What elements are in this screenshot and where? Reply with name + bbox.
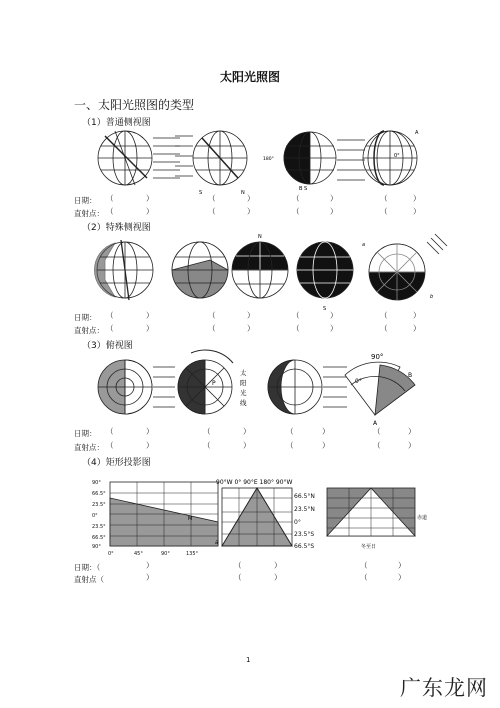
svg-text:（: （ (234, 561, 242, 570)
special-globe-5 (369, 234, 447, 300)
svg-text:）: ） (243, 441, 251, 450)
svg-text:66.5°N: 66.5°N (294, 493, 315, 500)
svg-text:）: ） (146, 194, 154, 203)
svg-text:90°: 90° (161, 551, 170, 557)
svg-text:）: ） (330, 207, 338, 216)
svg-text:（: （ (292, 207, 300, 216)
svg-text:）: ） (330, 194, 338, 203)
svg-text:23.5°: 23.5° (92, 524, 106, 530)
rect-projection-2 (214, 478, 329, 553)
subheading-rectangular-projection: （4）矩形投影图 (82, 458, 151, 468)
svg-text:（: （ (380, 324, 388, 333)
svg-text:（: （ (286, 427, 294, 436)
top-view-label-p: P (212, 380, 216, 387)
svg-text:（: （ (106, 441, 114, 450)
svg-text:）: ） (146, 561, 154, 570)
fan-label-0: 0° (355, 378, 362, 385)
date-label-row3: 日期： (74, 429, 97, 438)
svg-text:a: a (215, 539, 219, 546)
svg-text:（: （ (292, 194, 300, 203)
top-view-figures (95, 345, 435, 425)
polar-view-1 (98, 360, 175, 414)
top-view-text-2: 阳 (240, 379, 247, 387)
svg-text:45°: 45° (134, 551, 143, 557)
svg-text:）: ） (247, 324, 255, 333)
page-number: 1 (246, 656, 251, 664)
watermark-logo: 广东龙网 (400, 676, 488, 700)
special-globe-5-label-a: a (362, 242, 366, 248)
svg-text:（: （ (208, 324, 216, 333)
svg-text:（: （ (208, 194, 216, 203)
special-globe-4 (297, 242, 353, 298)
svg-text:（: （ (360, 561, 368, 570)
top-view-text-3: 光 (240, 389, 247, 397)
globe-figure-4 (363, 131, 417, 185)
svg-text:（: （ (360, 573, 368, 582)
svg-text:23.5°S: 23.5°S (294, 531, 315, 538)
svg-text:0°: 0° (92, 513, 98, 519)
globe-4-label-0: 0° (394, 153, 400, 159)
svg-text:（: （ (234, 573, 242, 582)
date-label-row2: 日期： (74, 313, 97, 322)
svg-text:）: ） (330, 311, 338, 320)
globe-3-label-180: 180° (263, 157, 274, 162)
subheading-normal-side-view: （1）普通侧视图 (82, 118, 151, 128)
svg-text:赤道: 赤道 (417, 515, 428, 521)
svg-text:66.5°: 66.5° (92, 535, 106, 541)
blank-parens-row4 (0, 560, 500, 590)
svg-text:）: ） (322, 441, 330, 450)
normal-side-view-figures (95, 124, 435, 194)
svg-text:）: ） (330, 324, 338, 333)
svg-text:135°: 135° (186, 551, 199, 557)
svg-text:）: ） (413, 207, 421, 216)
blank-parens-row3 (0, 426, 500, 456)
svg-text:（: （ (380, 194, 388, 203)
blank-parens-row1 (0, 193, 500, 223)
svg-text:）: ） (247, 194, 255, 203)
svg-text:66.5°: 66.5° (92, 491, 106, 497)
svg-text:90°W 0° 90°E 180° 90°W: 90°W 0° 90°E 180° 90°W (216, 479, 293, 486)
svg-text:）: ） (243, 427, 251, 436)
date-label-row1: 日期： (74, 196, 97, 205)
svg-text:）: ） (274, 573, 282, 582)
svg-text:）: ） (413, 324, 421, 333)
point-label-row3: 直射点： (74, 443, 104, 452)
special-globe-2 (172, 242, 228, 298)
blank-parens-row2 (0, 310, 500, 340)
special-globe-3-label-n: N (258, 234, 262, 240)
svg-text:（: （ (106, 311, 114, 320)
point-label-row2: 直射点： (74, 326, 104, 335)
fan-label-90: 90° (371, 353, 384, 361)
globe-figure-1 (98, 131, 180, 185)
svg-text:（: （ (380, 207, 388, 216)
svg-text:）: ） (146, 441, 154, 450)
globe-3-label-bs: B S (299, 186, 308, 192)
date-label-row4: 日期：（ (74, 563, 101, 572)
svg-text:（: （ (203, 427, 211, 436)
subheading-top-view: （3）俯视图 (82, 341, 133, 351)
svg-text:）: ） (322, 427, 330, 436)
svg-text:）: ） (408, 427, 416, 436)
svg-text:）: ） (408, 441, 416, 450)
section-heading: 一、太阳光照图的类型 (74, 98, 195, 112)
svg-text:（: （ (373, 427, 381, 436)
polar-view-3 (268, 360, 347, 414)
svg-text:（: （ (208, 207, 216, 216)
svg-text:23.5°N: 23.5°N (294, 506, 315, 513)
svg-text:（: （ (292, 324, 300, 333)
globe-4-label-a: A (415, 130, 419, 136)
fan-label-b: B (408, 372, 413, 379)
svg-text:）: ） (398, 573, 406, 582)
svg-text:）: ） (274, 561, 282, 570)
svg-text:）: ） (146, 573, 154, 582)
svg-text:冬至日: 冬至日 (361, 544, 377, 550)
top-view-text-1: 太 (240, 369, 247, 377)
svg-text:）: ） (146, 207, 154, 216)
svg-text:90°: 90° (92, 480, 101, 486)
svg-text:（: （ (380, 311, 388, 320)
globe-2-label-n: N (241, 190, 245, 196)
fan-diagram (345, 362, 415, 415)
svg-text:90°: 90° (92, 544, 101, 550)
fan-label-a: A (373, 420, 378, 427)
svg-text:（: （ (106, 324, 114, 333)
svg-text:23.5°: 23.5° (92, 502, 106, 508)
special-globe-4-label-s: S (323, 306, 327, 312)
svg-text:）: ） (398, 561, 406, 570)
rect-projection-3 (325, 486, 445, 561)
point-label-row1: 直射点： (74, 209, 104, 218)
globe-figure-3 (284, 132, 365, 184)
svg-text:）: ） (247, 207, 255, 216)
svg-text:）: ） (413, 311, 421, 320)
svg-text:）: ） (247, 311, 255, 320)
point-label-row4: 直射点（ (74, 575, 104, 584)
subheading-special-side-view: （2）特殊侧视图 (82, 223, 151, 233)
svg-text:（: （ (286, 441, 294, 450)
svg-text:（: （ (292, 311, 300, 320)
svg-text:）: ） (146, 427, 154, 436)
svg-text:）: ） (413, 194, 421, 203)
special-side-view-figures (90, 232, 440, 312)
special-globe-5-label-b: b (430, 294, 434, 300)
svg-text:M: M (188, 516, 193, 522)
svg-text:66.5°S: 66.5°S (294, 543, 315, 550)
svg-text:）: ） (146, 324, 154, 333)
svg-text:（: （ (106, 207, 114, 216)
svg-text:（: （ (106, 427, 114, 436)
svg-text:（: （ (373, 441, 381, 450)
special-globe-3 (232, 242, 288, 298)
svg-text:（: （ (208, 311, 216, 320)
top-view-text-4: 线 (240, 399, 247, 407)
globe-2-label-s: S (199, 190, 203, 196)
svg-text:0°: 0° (294, 519, 301, 526)
special-globe-1 (94, 240, 153, 300)
svg-text:）: ） (146, 311, 154, 320)
page-title: 太阳光照图 (219, 70, 280, 84)
svg-text:（: （ (203, 441, 211, 450)
globe-figure-2 (175, 131, 247, 185)
polar-view-2 (178, 350, 233, 414)
svg-text:（: （ (106, 194, 114, 203)
rect-projection-1 (92, 478, 222, 560)
svg-text:0°: 0° (108, 551, 114, 557)
